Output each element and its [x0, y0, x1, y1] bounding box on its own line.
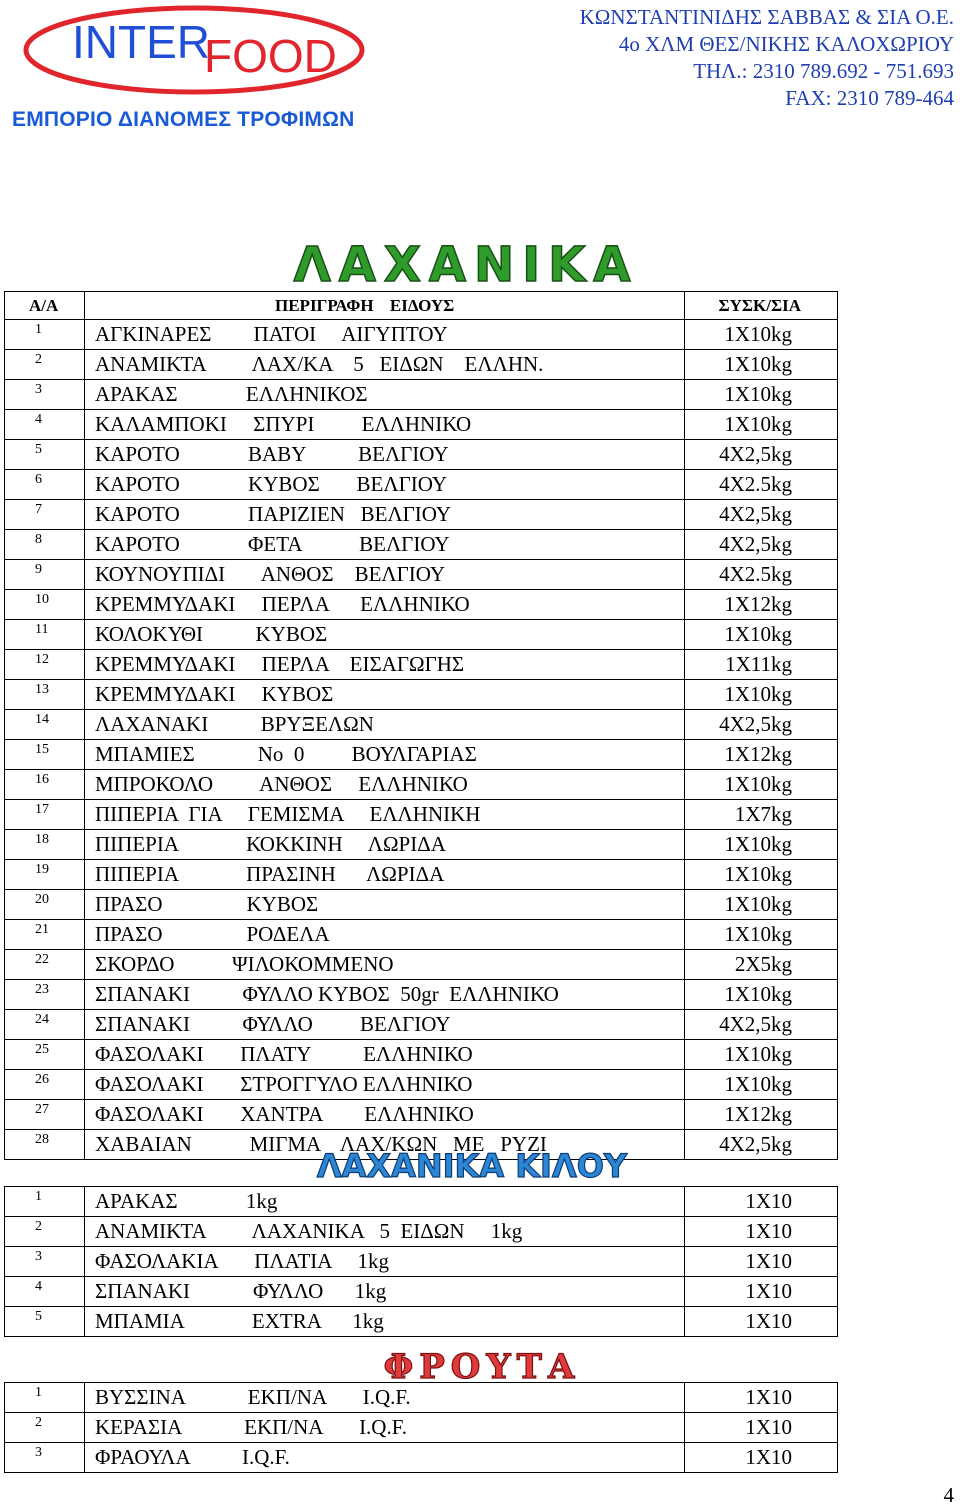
logo-text-food: FOOD — [204, 30, 337, 82]
interfood-logo — [22, 2, 372, 102]
table-row — [5, 1443, 838, 1473]
fruits-table-body — [5, 1383, 838, 1473]
item-packaging: 4Χ2,5kg — [685, 440, 838, 470]
company-info — [580, 4, 954, 112]
item-description: ΣΠΑΝΑΚΙ ΦΥΛΛΟ 1kg — [85, 1277, 685, 1307]
table-row — [5, 320, 838, 350]
item-packaging: 1Χ11kg — [685, 650, 838, 680]
item-packaging: 4Χ2,5kg — [685, 1010, 838, 1040]
table-row — [5, 980, 838, 1010]
item-packaging: 1Χ10 — [685, 1187, 838, 1217]
table-row — [5, 500, 838, 530]
item-packaging: 1Χ7kg — [685, 800, 838, 830]
item-packaging: 4Χ2.5kg — [685, 470, 838, 500]
row-number: 26 — [5, 1070, 85, 1100]
row-number: 20 — [5, 890, 85, 920]
item-packaging: 1Χ12kg — [685, 740, 838, 770]
row-number: 2 — [5, 1217, 85, 1247]
item-packaging: 1Χ10kg — [685, 410, 838, 440]
table-row — [5, 890, 838, 920]
row-number: 19 — [5, 860, 85, 890]
item-description: ΚΟΛΟΚΥΘΙ ΚΥΒΟΣ — [85, 620, 685, 650]
item-description: ΚΑΡΟΤΟ ΚΥΒΟΣ ΒΕΛΓΙΟΥ — [85, 470, 685, 500]
item-packaging: 4Χ2.5kg — [685, 560, 838, 590]
vegetables-banner — [0, 233, 960, 291]
item-packaging: 4Χ2,5kg — [685, 500, 838, 530]
fruits-table — [4, 1382, 838, 1473]
item-packaging: 1Χ10 — [685, 1307, 838, 1337]
item-description: ΚΑΡΟΤΟ ΦΕΤΑ ΒΕΛΓΙΟΥ — [85, 530, 685, 560]
row-number: 12 — [5, 650, 85, 680]
table-row — [5, 950, 838, 980]
table-row — [5, 1307, 838, 1337]
company-address: 4ο ΧΛΜ ΘΕΣ/ΝΙΚΗΣ ΚΑΛΟΧΩΡΙΟΥ — [618, 32, 954, 56]
item-packaging: 1Χ10kg — [685, 380, 838, 410]
item-description: ΦΑΣΟΛΑΚΙ ΠΛΑΤΥ ΕΛΛΗΝΙΚΟ — [85, 1040, 685, 1070]
table-row — [5, 1413, 838, 1443]
row-number: 16 — [5, 770, 85, 800]
item-packaging: 1Χ12kg — [685, 590, 838, 620]
row-number: 1 — [5, 1383, 85, 1413]
item-description: ΚΑΛΑΜΠΟΚΙ ΣΠΥΡΙ ΕΛΛΗΝΙΚΟ — [85, 410, 685, 440]
item-packaging: 1Χ10 — [685, 1383, 838, 1413]
item-description: ΚΡΕΜΜΥΔΑΚΙ ΚΥΒΟΣ — [85, 680, 685, 710]
logo-text-inter: INTER — [72, 16, 210, 68]
item-description: ΦΑΣΟΛΑΚΙ ΧΑΝΤΡΑ ΕΛΛΗΝΙΚΟ — [85, 1100, 685, 1130]
item-description: ΛΑΧΑΝΑΚΙ ΒΡΥΞΕΛΩΝ — [85, 710, 685, 740]
item-packaging: 1Χ10kg — [685, 680, 838, 710]
row-number: 10 — [5, 590, 85, 620]
vegetables-kilo-table-body — [5, 1187, 838, 1337]
vegetables-kilo-table — [4, 1186, 838, 1337]
table-row — [5, 920, 838, 950]
table-row — [5, 800, 838, 830]
item-packaging: 1Χ10kg — [685, 830, 838, 860]
table-row — [5, 740, 838, 770]
table-row — [5, 350, 838, 380]
table-row — [5, 1070, 838, 1100]
row-number: 18 — [5, 830, 85, 860]
row-number: 23 — [5, 980, 85, 1010]
item-packaging: 1Χ10 — [685, 1247, 838, 1277]
item-description: ΣΠΑΝΑΚΙ ΦΥΛΛΟ ΚΥΒΟΣ 50gr ΕΛΛΗΝΙΚΟ — [85, 980, 685, 1010]
item-packaging: 1Χ10 — [685, 1413, 838, 1443]
item-packaging: 1Χ10kg — [685, 350, 838, 380]
row-number: 5 — [5, 1307, 85, 1337]
table-row — [5, 1187, 838, 1217]
item-packaging: 4Χ2,5kg — [685, 1130, 838, 1160]
row-number: 7 — [5, 500, 85, 530]
table-row — [5, 1247, 838, 1277]
row-number: 22 — [5, 950, 85, 980]
table-row — [5, 590, 838, 620]
row-number: 28 — [5, 1130, 85, 1160]
page-number: 4 — [943, 1483, 954, 1507]
company-name: ΚΩΝΣΤΑΝΤΙΝΙΔΗΣ ΣΑΒΒΑΣ & ΣΙΑ Ο.Ε. — [579, 5, 954, 29]
item-packaging: 1Χ10kg — [685, 770, 838, 800]
table-row — [5, 530, 838, 560]
row-number: 24 — [5, 1010, 85, 1040]
table-row — [5, 830, 838, 860]
column-header-packaging: ΣΥΣΚ/ΣΙΑ — [685, 292, 838, 320]
company-fax: FAX: 2310 789-464 — [785, 86, 954, 110]
table-row — [5, 440, 838, 470]
table-row — [5, 410, 838, 440]
item-description: ΠΡΑΣΟ ΡΟΔΕΛΑ — [85, 920, 685, 950]
table-row — [5, 1100, 838, 1130]
row-number: 14 — [5, 710, 85, 740]
item-description: ΣΚΟΡΔΟ ΨΙΛΟΚΟΜΜΕΝΟ — [85, 950, 685, 980]
item-packaging: 4Χ2,5kg — [685, 710, 838, 740]
vegetables-title: ΛΑΧΑΝΙΚΑ — [293, 237, 639, 291]
item-description: ΑΡΑΚΑΣ ΕΛΛΗΝΙΚΟΣ — [85, 380, 685, 410]
table-row — [5, 620, 838, 650]
table-header-row — [5, 292, 838, 320]
row-number: 21 — [5, 920, 85, 950]
table-row — [5, 560, 838, 590]
vegetables-table — [4, 291, 838, 1160]
fruits-banner — [0, 1345, 960, 1385]
item-description: ΒΥΣΣΙΝΑ ΕΚΠ/ΝΑ I.Q.F. — [85, 1383, 685, 1413]
item-packaging: 1Χ10kg — [685, 320, 838, 350]
item-packaging: 1Χ10kg — [685, 860, 838, 890]
row-number: 25 — [5, 1040, 85, 1070]
item-packaging: 1Χ10 — [685, 1217, 838, 1247]
row-number: 1 — [5, 320, 85, 350]
item-description: ΚΡΕΜΜΥΔΑΚΙ ΠΕΡΛΑ ΕΛΛΗΝΙΚΟ — [85, 590, 685, 620]
row-number: 4 — [5, 410, 85, 440]
table-row — [5, 1277, 838, 1307]
item-description: ΑΡΑΚΑΣ 1kg — [85, 1187, 685, 1217]
item-description: ΜΠΡΟΚΟΛΟ ΑΝΘΟΣ ΕΛΛΗΝΙΚΟ — [85, 770, 685, 800]
table-row — [5, 860, 838, 890]
row-number: 17 — [5, 800, 85, 830]
row-number: 2 — [5, 1413, 85, 1443]
item-description: ΜΠΑΜΙΕΣ Νο 0 ΒΟΥΛΓΑΡΙΑΣ — [85, 740, 685, 770]
row-number: 3 — [5, 1443, 85, 1473]
item-description: ΚΡΕΜΜΥΔΑΚΙ ΠΕΡΛΑ ΕΙΣΑΓΩΓΗΣ — [85, 650, 685, 680]
vegetables-kilo-title: ΛΑΧΑΝΙΚΑ ΚΙΛΟΥ — [316, 1147, 628, 1185]
item-description: ΚΑΡΟΤΟ ΒΑΒΥ ΒΕΛΓΙΟΥ — [85, 440, 685, 470]
item-description: ΑΝΑΜΙΚΤΑ ΛΑΧΑΝΙΚΑ 5 ΕΙΔΩΝ 1kg — [85, 1217, 685, 1247]
item-description: ΑΓΚΙΝΑΡΕΣ ΠΑΤΟΙ ΑΙΓΥΠΤΟΥ — [85, 320, 685, 350]
column-header-description: ΠΕΡΙΓΡΑΦΗ ΕΙΔΟΥΣ — [85, 292, 685, 320]
company-phone: ΤΗΛ.: 2310 789.692 - 751.693 — [693, 59, 954, 83]
row-number: 27 — [5, 1100, 85, 1130]
table-row — [5, 770, 838, 800]
row-number: 8 — [5, 530, 85, 560]
table-row — [5, 1010, 838, 1040]
item-description: ΚΕΡΑΣΙΑ ΕΚΠ/ΝΑ I.Q.F. — [85, 1413, 685, 1443]
item-description: ΦΡΑΟΥΛΑ I.Q.F. — [85, 1443, 685, 1473]
item-packaging: 1Χ10kg — [685, 1070, 838, 1100]
item-description: ΚΟΥΝΟΥΠΙΔΙ ΑΝΘΟΣ ΒΕΛΓΙΟΥ — [85, 560, 685, 590]
table-row — [5, 1383, 838, 1413]
row-number: 4 — [5, 1277, 85, 1307]
item-description: ΠΙΠΕΡΙΑ ΚΟΚΚΙΝΗ ΛΩΡΙΔΑ — [85, 830, 685, 860]
table-row — [5, 1217, 838, 1247]
row-number: 5 — [5, 440, 85, 470]
item-packaging: 1Χ10kg — [685, 1040, 838, 1070]
item-description: ΠΙΠΕΡΙΑ ΓΙΑ ΓΕΜΙΣΜΑ ΕΛΛΗΝΙΚΗ — [85, 800, 685, 830]
item-description: ΜΠΑΜΙΑ EXTRA 1kg — [85, 1307, 685, 1337]
item-packaging: 2Χ5kg — [685, 950, 838, 980]
row-number: 3 — [5, 380, 85, 410]
column-header-number: Α/Α — [5, 292, 85, 320]
item-description: ΚΑΡΟΤΟ ΠΑΡΙΖΙΕΝ ΒΕΛΓΙΟΥ — [85, 500, 685, 530]
table-row — [5, 1040, 838, 1070]
item-packaging: 1Χ10 — [685, 1277, 838, 1307]
row-number: 3 — [5, 1247, 85, 1277]
vegetables-kilo-banner — [0, 1143, 960, 1185]
item-packaging: 1Χ10kg — [685, 980, 838, 1010]
row-number: 9 — [5, 560, 85, 590]
table-row — [5, 380, 838, 410]
item-description: ΦΑΣΟΛΑΚΙΑ ΠΛΑΤΙΑ 1kg — [85, 1247, 685, 1277]
item-packaging: 1Χ10kg — [685, 620, 838, 650]
table-row — [5, 680, 838, 710]
item-description: ΑΝΑΜΙΚΤΑ ΛΑΧ/ΚΑ 5 ΕΙΔΩΝ ΕΛΛΗΝ. — [85, 350, 685, 380]
table-row — [5, 650, 838, 680]
row-number: 15 — [5, 740, 85, 770]
company-tagline: ΕΜΠΟΡΙΟ ΔΙΑΝΟΜΕΣ ΤΡΟΦΙΜΩΝ — [12, 108, 355, 131]
item-description: ΣΠΑΝΑΚΙ ΦΥΛΛΟ ΒΕΛΓΙΟΥ — [85, 1010, 685, 1040]
item-packaging: 1Χ10 — [685, 1443, 838, 1473]
item-description: ΦΑΣΟΛΑΚΙ ΣΤΡΟΓΓΥΛΟ ΕΛΛΗΝΙΚΟ — [85, 1070, 685, 1100]
item-description: ΠΙΠΕΡΙΑ ΠΡΑΣΙΝΗ ΛΩΡΙΔΑ — [85, 860, 685, 890]
vegetables-table-body — [5, 320, 838, 1160]
item-packaging: 1Χ10kg — [685, 920, 838, 950]
fruits-title: ΦΡΟΥΤΑ — [383, 1347, 581, 1385]
row-number: 11 — [5, 620, 85, 650]
table-row — [5, 710, 838, 740]
item-description: ΧΑΒΑΙΑΝ ΜΙΓΜΑ ΛΑΧ/ΚΩΝ ΜΕ ΡΥΖΙ — [85, 1130, 685, 1160]
row-number: 1 — [5, 1187, 85, 1217]
table-row — [5, 470, 838, 500]
row-number: 13 — [5, 680, 85, 710]
item-description: ΠΡΑΣΟ ΚΥΒΟΣ — [85, 890, 685, 920]
row-number: 2 — [5, 350, 85, 380]
item-packaging: 4Χ2,5kg — [685, 530, 838, 560]
item-packaging: 1Χ12kg — [685, 1100, 838, 1130]
item-packaging: 1Χ10kg — [685, 890, 838, 920]
row-number: 6 — [5, 470, 85, 500]
